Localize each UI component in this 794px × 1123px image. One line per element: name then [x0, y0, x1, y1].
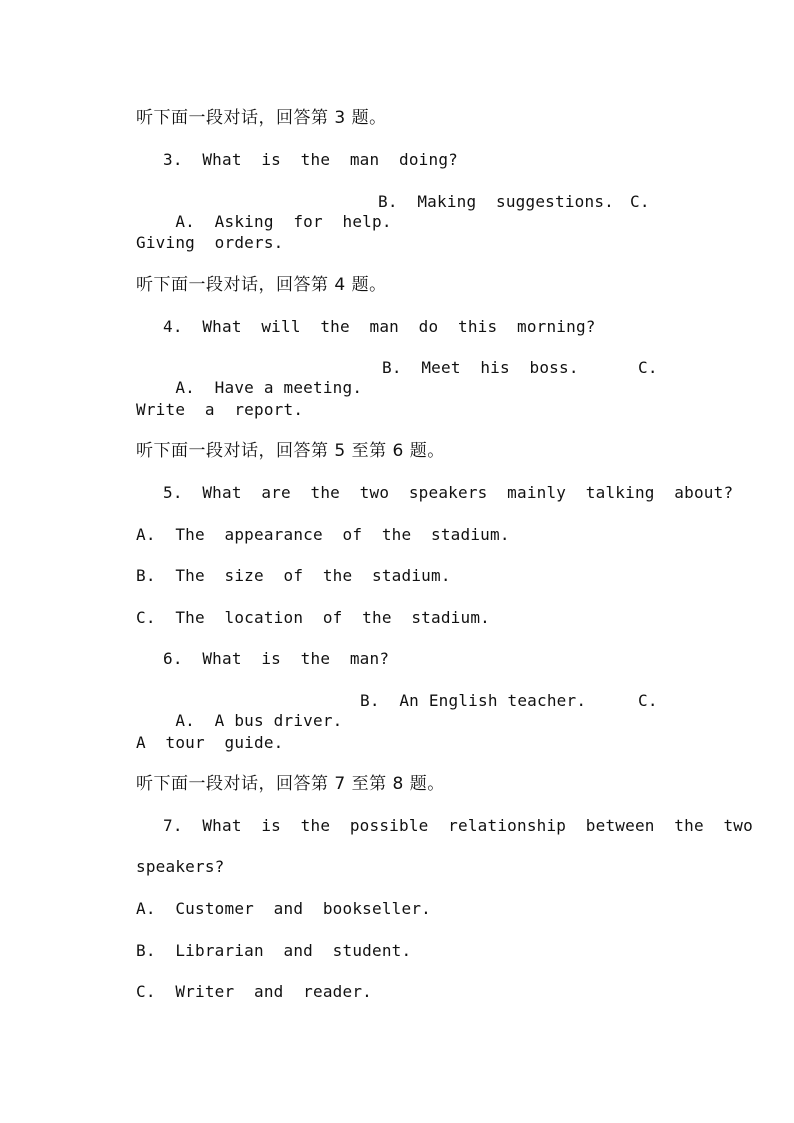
option-b: B. Librarian and student.: [136, 941, 412, 960]
option-b: B. Making suggestions.: [378, 192, 614, 211]
option-a: A. The appearance of the stadium.: [136, 525, 510, 544]
instruction-q7-8: 听下面一段对话，回答第 7 至第 8 题。: [136, 774, 445, 794]
option-c: C.: [638, 691, 658, 710]
option-c-text: Write a report.: [136, 400, 304, 419]
instruction-q3: 听下面一段对话，回答第 3 题。: [136, 108, 387, 128]
option-c: C.: [630, 192, 650, 211]
option-c: C. Writer and reader.: [136, 982, 372, 1001]
question-5: 5. What are the two speakers mainly talking about?: [163, 483, 734, 502]
instruction-q5-6: 听下面一段对话，回答第 5 至第 6 题。: [136, 441, 445, 461]
option-a: A. Customer and bookseller.: [136, 899, 431, 918]
instruction-q4: 听下面一段对话，回答第 4 题。: [136, 275, 387, 295]
question-7-continued: speakers?: [136, 857, 225, 876]
option-c: C. The location of the stadium.: [136, 608, 490, 627]
option-c: C.: [638, 358, 658, 377]
option-a: A. Asking for help.: [175, 212, 392, 231]
option-a: A. Have a meeting.: [175, 378, 363, 397]
question-4: 4. What will the man do this morning?: [163, 317, 596, 336]
option-b: B. Meet his boss.: [382, 358, 579, 377]
option-c-text: A tour guide.: [136, 733, 284, 752]
option-b: B. The size of the stadium.: [136, 566, 451, 585]
question-6: 6. What is the man?: [163, 649, 390, 668]
question-3: 3. What is the man doing?: [163, 150, 458, 169]
option-b: B. An English teacher.: [360, 691, 587, 710]
option-a: A. A bus driver.: [175, 711, 343, 730]
question-7: 7. What is the possible relationship between the two: [163, 816, 753, 835]
option-c-text: Giving orders.: [136, 233, 284, 252]
